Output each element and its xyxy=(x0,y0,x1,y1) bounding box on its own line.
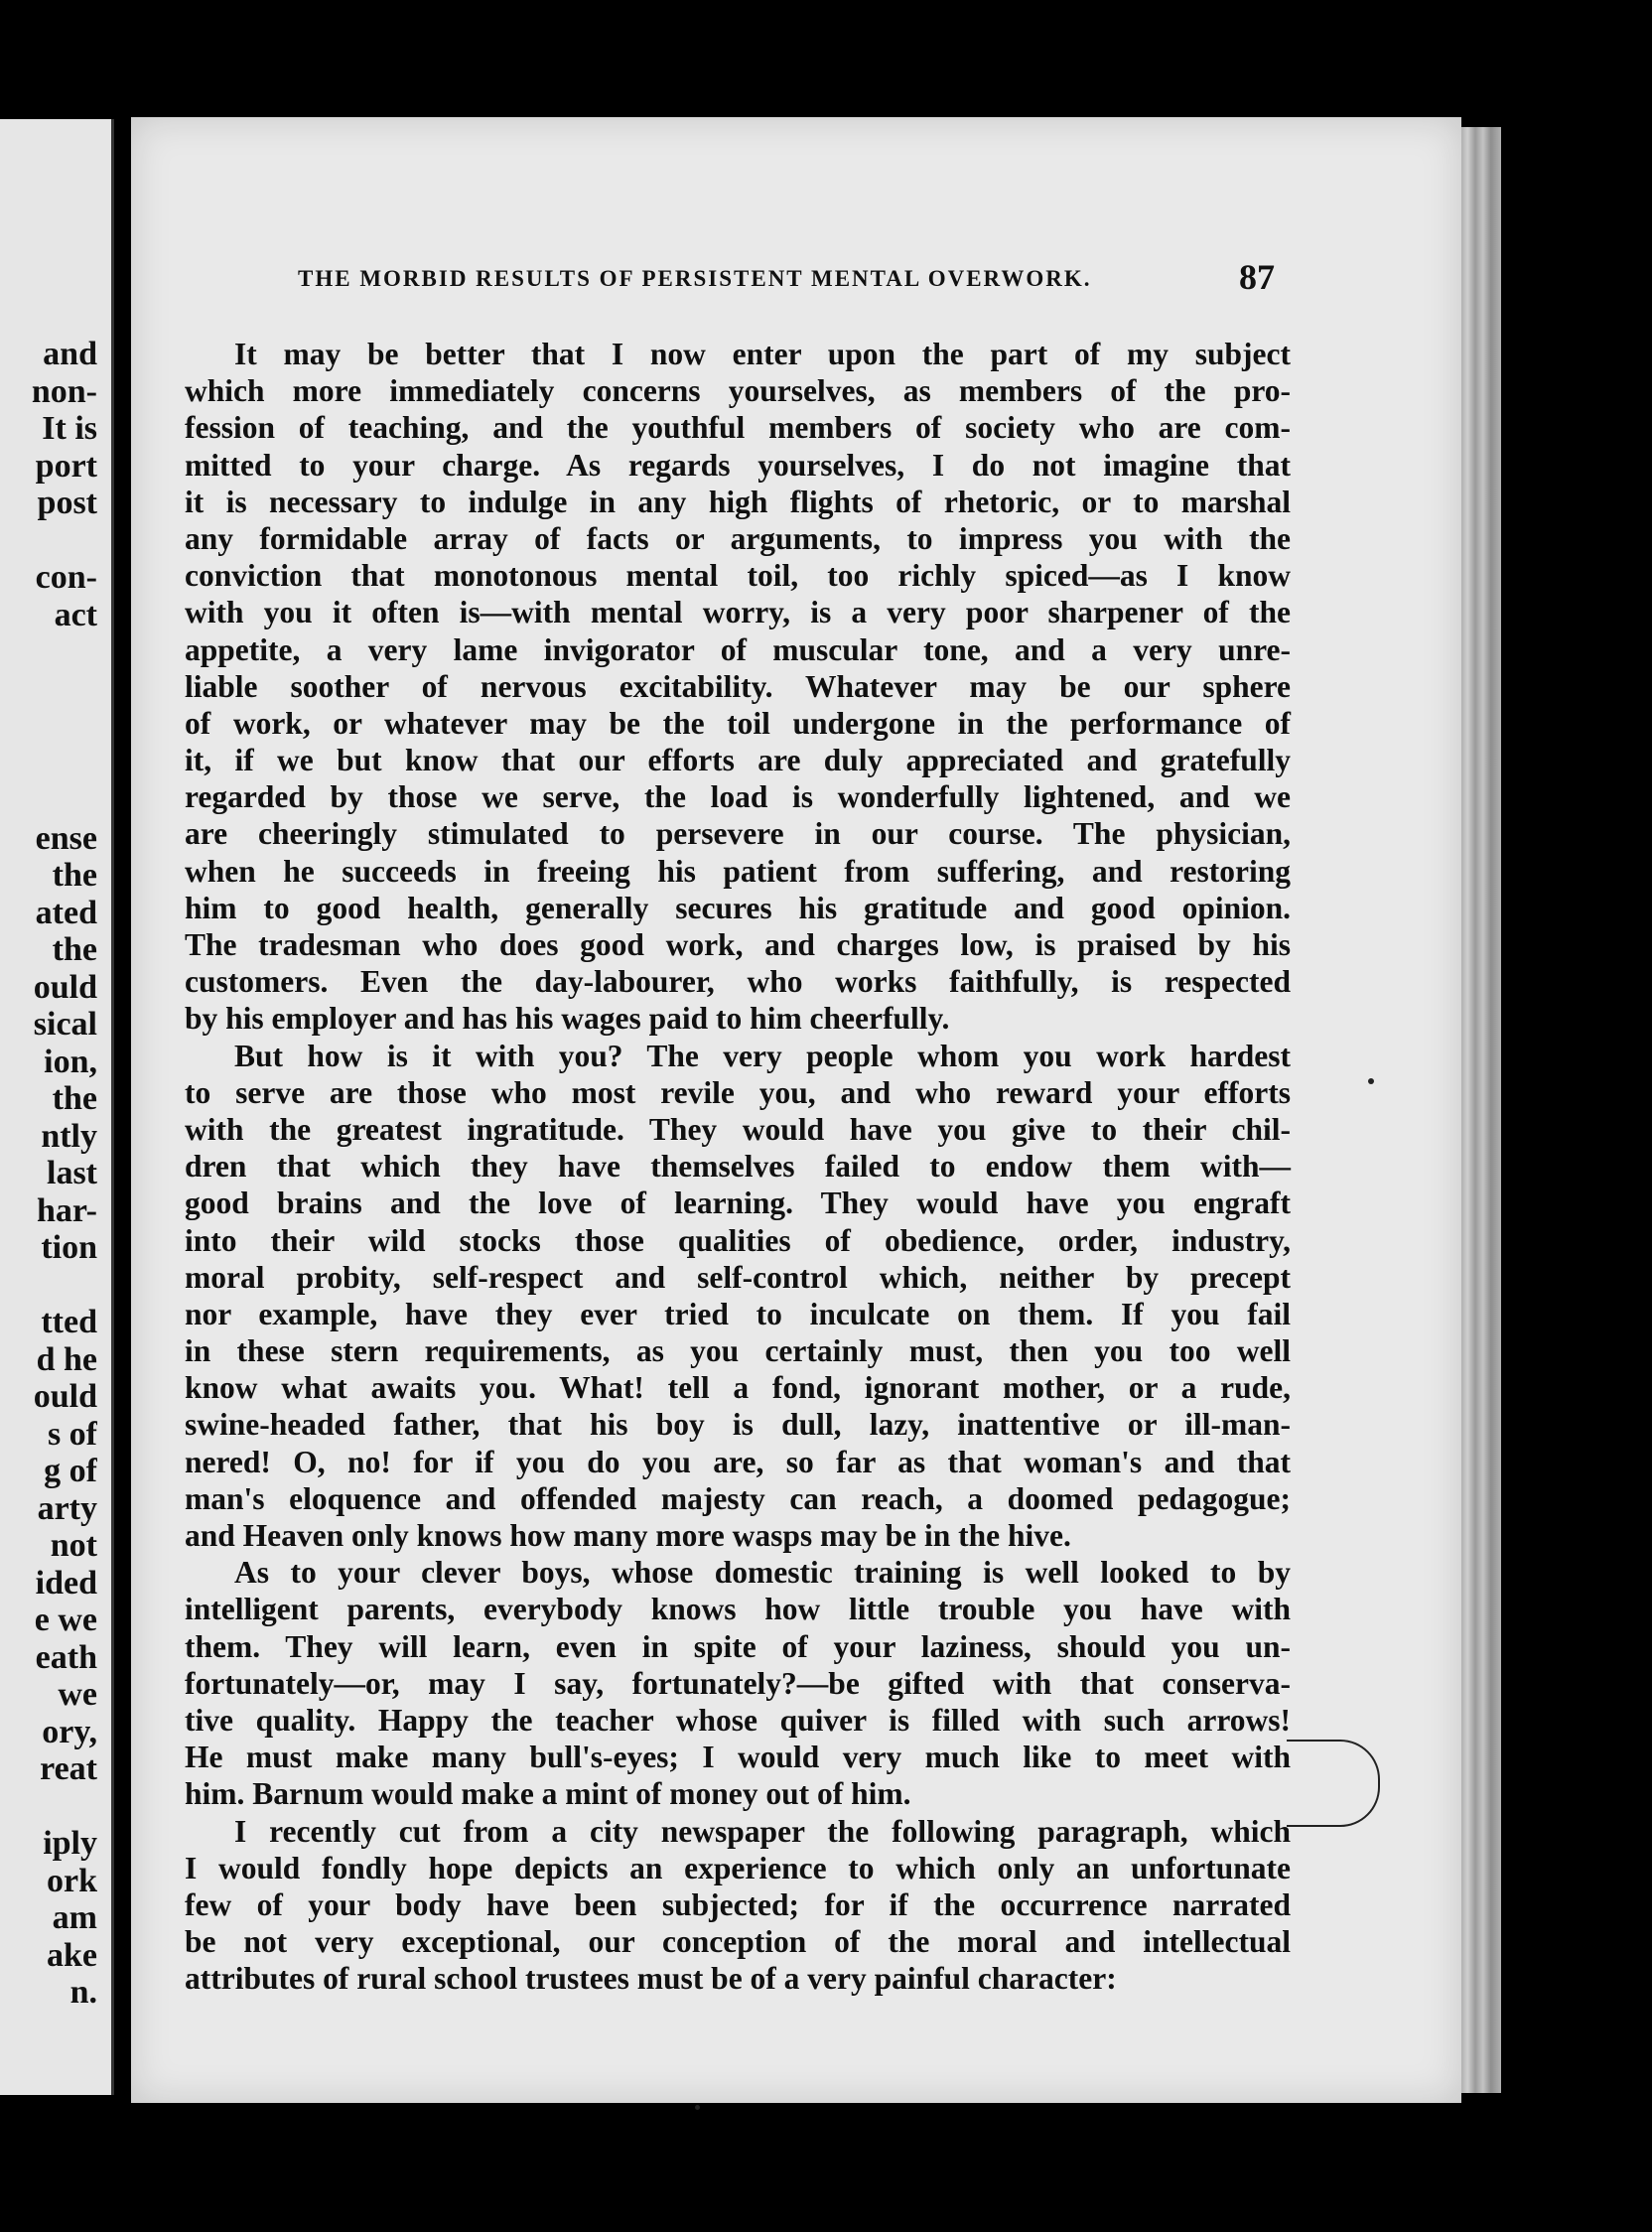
text-line: The tradesman who does good work, and charges low, is praised by his xyxy=(185,927,1291,962)
facing-page-line xyxy=(0,1267,97,1305)
facing-page-line: the xyxy=(52,1080,97,1117)
text-line: dren that which they have themselves failed to endow them with— xyxy=(185,1149,1291,1185)
facing-page-line: eath xyxy=(35,1638,97,1676)
text-line: by his employer and has his wages paid to him cheerfully. xyxy=(185,1001,950,1037)
facing-page-line xyxy=(0,708,97,746)
facing-page-line: It is xyxy=(42,410,97,447)
facing-page-line: tted xyxy=(41,1304,97,1340)
text-line: moral probity, self-respect and self-control which, neither by precept xyxy=(185,1259,1291,1295)
facing-page-line: non- xyxy=(31,372,97,410)
facing-page-line: ated xyxy=(35,894,97,931)
text-line: intelligent parents, everybody knows how little trouble you have with xyxy=(185,1592,1291,1627)
text-line: It may be better that I now enter upon the part of my subject xyxy=(234,337,1291,371)
text-line: nered! O, no! for if you do you are, so far as that woman's and that xyxy=(185,1444,1291,1479)
facing-page-line: port xyxy=(35,447,97,485)
text-line: him to good health, generally secures his gratitude and good opinion. xyxy=(185,890,1291,925)
facing-page-line: ould xyxy=(33,968,97,1006)
text-line: them. They will learn, even in spite of your laziness, should you un- xyxy=(185,1628,1291,1664)
facing-page-line: and xyxy=(43,336,97,372)
facing-page-line: d he xyxy=(36,1340,97,1378)
text-line: him. Barnum would make a mint of money out of him. xyxy=(185,1776,911,1812)
facing-page-line: the xyxy=(52,857,97,894)
facing-page-line xyxy=(0,782,97,820)
facing-page-line: not xyxy=(50,1527,97,1564)
facing-page-line xyxy=(0,746,97,783)
facing-page-line: s of xyxy=(47,1415,97,1453)
facing-page-line xyxy=(0,671,97,709)
facing-page-line: post xyxy=(37,485,97,521)
text-line: into their wild stocks those qualities of obedience, order, industry, xyxy=(185,1222,1291,1258)
text-line: of work, or whatever may be the toil undergone in the performance of xyxy=(185,705,1291,741)
running-head: THE MORBID RESULTS OF PERSISTENT MENTAL OVERWORK. xyxy=(298,266,1092,291)
text-line: with the greatest ingratitude. They would have you give to their chil- xyxy=(185,1111,1291,1147)
text-line: tive quality. Happy the teacher whose quiver is filled with such arrows! xyxy=(185,1702,1291,1738)
text-line: it, if we but know that our efforts are duly appreciated and gratefully xyxy=(185,743,1291,778)
facing-page-line: am xyxy=(52,1899,97,1936)
facing-page-line: arty xyxy=(37,1489,97,1527)
page-number: 87 xyxy=(1239,257,1275,297)
ink-speck xyxy=(1368,1078,1374,1084)
facing-page-line: last xyxy=(47,1155,97,1191)
facing-page-line: ory, xyxy=(42,1713,97,1750)
text-line: I would fondly hope depicts an experience to which only an unfortunate xyxy=(185,1850,1291,1885)
text-line: good brains and the love of learning. They would have you engraft xyxy=(185,1186,1291,1221)
text-line: conviction that monotonous mental toil, too richly spiced—as I know xyxy=(185,558,1291,594)
facing-page-line xyxy=(0,633,97,671)
facing-page-line: reat xyxy=(40,1750,97,1787)
text-line: in these stern requirements, as you certainly must, then you too well xyxy=(185,1333,1291,1369)
facing-page-line: we xyxy=(58,1676,97,1713)
facing-page-fragment xyxy=(0,119,114,2095)
handwritten-margin-mark xyxy=(1287,1740,1380,1827)
facing-page-line: ided xyxy=(35,1564,97,1602)
facing-page-line: ould xyxy=(33,1378,97,1415)
paragraph xyxy=(185,336,1291,1038)
ink-speck xyxy=(695,2105,700,2110)
facing-page-line: the xyxy=(52,931,97,968)
facing-page-line: ense xyxy=(35,819,97,857)
body-text xyxy=(185,336,1291,1997)
facing-page-line: har- xyxy=(36,1191,97,1229)
text-line: liable soother of nervous excitability. Whatever may be our sphere xyxy=(185,668,1291,704)
paragraph xyxy=(185,1554,1291,1812)
text-line: swine-headed father, that his boy is dull, lazy, inattentive or ill-man- xyxy=(185,1407,1291,1443)
text-line: regarded by those we serve, the load is wonderfully lightened, and we xyxy=(185,779,1291,815)
text-line: fortunately—or, may I say, fortunately?—be gifted with that conserva- xyxy=(185,1665,1291,1701)
text-line: be not very exceptional, our conception of the moral and intellectual xyxy=(185,1924,1291,1960)
paragraph xyxy=(185,1813,1291,1998)
facing-page-line: tion xyxy=(41,1229,97,1266)
text-line: I recently cut from a city newspaper the following paragraph, which xyxy=(234,1813,1291,1849)
text-line: fession of teaching, and the youthful members of society who are com- xyxy=(185,410,1291,446)
facing-page-line: n. xyxy=(69,1974,97,2011)
text-line: when he succeeds in freeing his patient from suffering, and restoring xyxy=(185,853,1291,889)
paragraph xyxy=(185,1038,1291,1555)
text-line: any formidable array of facts or arguments, to impress you with the xyxy=(185,520,1291,556)
facing-page-line: e we xyxy=(34,1602,97,1638)
text-line: with you it often is—with mental worry, is a very poor sharpener of the xyxy=(185,595,1291,630)
facing-page-line: g of xyxy=(44,1453,97,1489)
facing-page-line: ork xyxy=(47,1862,97,1899)
facing-page-line: sical xyxy=(33,1006,97,1043)
text-line: man's eloquence and offended majesty can reach, a doomed pedagogue; xyxy=(185,1480,1291,1516)
text-line: few of your body have been subjected; for if the occurrence narrated xyxy=(185,1886,1291,1922)
text-line: appetite, a very lame invigorator of muscular tone, and a very unre- xyxy=(185,631,1291,667)
facing-page-line: iply xyxy=(43,1825,97,1862)
text-line: it is necessary to indulge in any high flights of rhetoric, or to marshal xyxy=(185,484,1291,519)
text-line: customers. Even the day-labourer, who works faithfully, is respected xyxy=(185,964,1291,1000)
text-line: mitted to your charge. As regards yourselves, I do not imagine that xyxy=(185,447,1291,483)
text-line: As to your clever boys, whose domestic training is well looked to by xyxy=(234,1555,1291,1591)
text-line: attributes of rural school trustees must be of a very painful character: xyxy=(185,1961,1117,1997)
facing-page-line: con- xyxy=(35,559,97,596)
facing-page-line xyxy=(0,522,97,560)
text-line: But how is it with you? The very people whom you work hardest xyxy=(234,1038,1291,1073)
text-line: which more immediately concerns yourselves, as members of the pro- xyxy=(185,373,1291,409)
text-line: know what awaits you. What! tell a fond, ignorant mother, or a rude, xyxy=(185,1370,1291,1406)
facing-page-line: ntly xyxy=(41,1117,97,1155)
text-line: to serve are those who most revile you, and who reward your efforts xyxy=(185,1074,1291,1110)
text-line: and Heaven only knows how many more wasps may be in the hive. xyxy=(185,1518,1071,1553)
text-line: He must make many bull's-eyes; I would very much like to meet with xyxy=(185,1740,1291,1775)
facing-page-text xyxy=(0,336,97,2012)
facing-page-line: act xyxy=(54,596,97,633)
facing-page-line xyxy=(0,1788,97,1826)
facing-page-line: ake xyxy=(47,1936,97,1974)
text-line: nor example, have they ever tried to inculcate on them. If you fail xyxy=(185,1296,1291,1331)
text-line: are cheeringly stimulated to persevere in our course. The physician, xyxy=(185,816,1291,852)
facing-page-line: ion, xyxy=(44,1043,97,1080)
